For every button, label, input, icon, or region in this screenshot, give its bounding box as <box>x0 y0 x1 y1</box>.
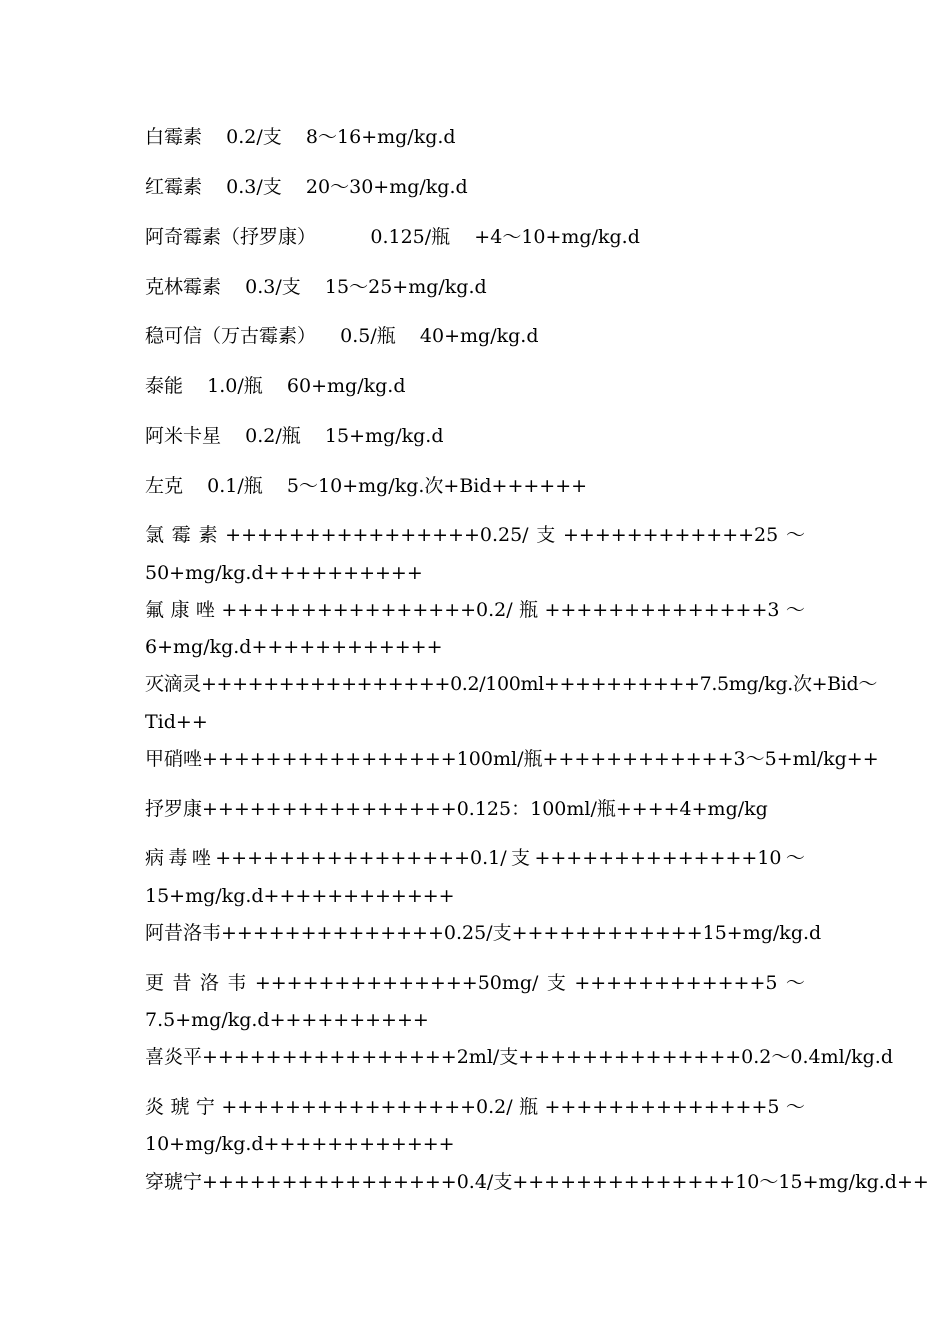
drug-line-justified <box>145 673 877 695</box>
drug-line-justified <box>145 524 805 546</box>
text-part: 毒 <box>168 847 188 869</box>
text-part: ++++++++++++++++0.2/ <box>221 1096 513 1118</box>
text-part: 病 <box>145 847 165 869</box>
drug-line-justified <box>145 599 805 621</box>
text-part: ++++++++++++5 <box>574 972 778 994</box>
drug-line-continuation: 7.5+mg/kg.d++++++++++ <box>145 1009 429 1031</box>
text-part: ++++++++++++++50mg/ <box>254 972 539 994</box>
text-part: 宁 <box>195 1096 215 1118</box>
text-part: 支 <box>546 972 566 994</box>
text-part: 灭滴灵++++++++++++++++0.2/100ml++++++++++7.5mg/kg.次+Bid～ <box>145 673 877 695</box>
text-part: 韦 <box>227 972 247 994</box>
text-part: ++++++++++++++++0.1/ <box>215 847 507 869</box>
text-part: 琥 <box>170 1096 190 1118</box>
text-part: 支 <box>511 847 531 869</box>
text-part: 昔 <box>172 972 192 994</box>
drug-line: 左克 0.1/瓶 5～10+mg/kg.次+Bid++++++ <box>145 475 588 497</box>
text-part: ++++++++++++25 <box>563 524 779 546</box>
text-part: ++++++++++++++3 <box>544 599 780 621</box>
drug-line-justified <box>145 1096 805 1118</box>
drug-line: 甲硝唑++++++++++++++++100ml/瓶++++++++++++3～5+ml/kg++ <box>145 748 879 770</box>
text-part: 素 <box>198 524 218 546</box>
text-part: ～ <box>785 599 805 621</box>
text-part: 康 <box>170 599 190 621</box>
drug-line: 阿昔洛韦++++++++++++++0.25/支++++++++++++15+mg/kg.d <box>145 922 822 944</box>
text-part: 霉 <box>171 524 191 546</box>
drug-line: 喜炎平++++++++++++++++2ml/支++++++++++++++0.2～0.4ml/kg.d <box>145 1046 893 1068</box>
drug-line: 穿琥宁++++++++++++++++0.4/支++++++++++++++10～15+mg/kg.d++ <box>145 1171 929 1193</box>
drug-line-continuation: 15+mg/kg.d++++++++++++ <box>145 885 455 907</box>
drug-line-continuation: 10+mg/kg.d++++++++++++ <box>145 1133 455 1155</box>
text-part: 唑 <box>191 847 211 869</box>
drug-line: 泰能 1.0/瓶 60+mg/kg.d <box>145 375 406 397</box>
text-part: ～ <box>785 1096 805 1118</box>
drug-line-justified <box>145 972 805 994</box>
text-part: 唑 <box>195 599 215 621</box>
drug-line-continuation: 6+mg/kg.d++++++++++++ <box>145 636 443 658</box>
text-part: ～ <box>785 524 805 546</box>
text-part: 洛 <box>199 972 219 994</box>
drug-line: 稳可信（万古霉素） 0.5/瓶 40+mg/kg.d <box>145 325 539 347</box>
text-part: 瓶 <box>519 599 539 621</box>
text-part: ++++++++++++++10 <box>534 847 782 869</box>
text-part: 支 <box>536 524 556 546</box>
drug-line-continuation: 50+mg/kg.d++++++++++ <box>145 562 423 584</box>
drug-line: 克林霉素 0.3/支 15～25+mg/kg.d <box>145 276 487 298</box>
text-part: ++++++++++++++5 <box>544 1096 780 1118</box>
drug-line: 抒罗康++++++++++++++++0.125：100ml/瓶++++4+mg/kg <box>145 798 768 820</box>
text-part: 氟 <box>145 599 165 621</box>
text-part: 更 <box>145 972 165 994</box>
text-part: ～ <box>785 847 805 869</box>
text-part: ～ <box>785 972 805 994</box>
text-part: 炎 <box>145 1096 165 1118</box>
text-part: 氯 <box>145 524 165 546</box>
drug-line: 阿奇霉素（抒罗康） 0.125/瓶 +4～10+mg/kg.d <box>145 226 640 248</box>
drug-line: 阿米卡星 0.2/瓶 15+mg/kg.d <box>145 425 444 447</box>
text-part: ++++++++++++++++0.25/ <box>225 524 529 546</box>
text-part: ++++++++++++++++0.2/ <box>221 599 513 621</box>
text-part: 瓶 <box>519 1096 539 1118</box>
drug-line-justified <box>145 847 805 869</box>
drug-line: 白霉素 0.2/支 8～16+mg/kg.d <box>145 126 456 148</box>
drug-line: 红霉素 0.3/支 20～30+mg/kg.d <box>145 176 468 198</box>
drug-line-continuation: Tid++ <box>145 711 208 733</box>
